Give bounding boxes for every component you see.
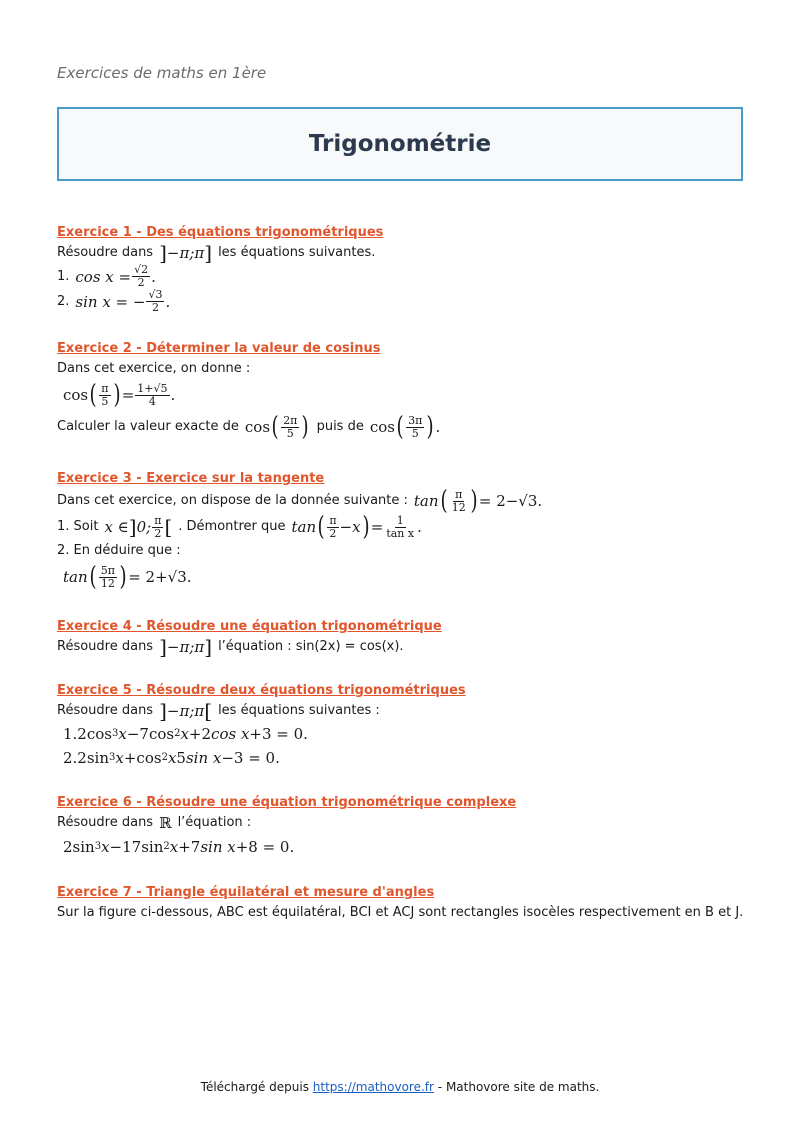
equation-formula: sin x = − $\frac{√3}{2}$ . — [75, 288, 171, 314]
equation-formula: 2.2sin 3 x +cos 2 x 5 sin x −3 = 0. — [63, 749, 280, 767]
ex3-intro: Dans cet exercice, on dispose de la donnée suivante : — [57, 493, 408, 508]
tangent-formula: tan ( $\frac{\pi}{12}$ ) = 2−√3. — [413, 486, 543, 516]
ex5-pre: Résoudre dans — [57, 703, 154, 718]
ex4-post: l’équation : sin(2x) = cos(x). — [218, 639, 404, 654]
ex2-question-mid: puis de — [316, 419, 364, 434]
exercise-6-title[interactable]: Exercice 6 - Résoudre une équation trigonométrique complexe — [57, 795, 517, 810]
ex7-text: Sur la figure ci-dessous, ABC est équilatéral, BCI et ACJ sont rectangles isocèles respectivement en B et J. — [57, 905, 744, 920]
cos-formula: cos ( $\frac{3\pi}{5}$ ) . — [369, 412, 441, 442]
domain-formula: x ∈ ] 0; $\frac{\pi}{2}$ [ — [104, 513, 173, 540]
interval-formula: ] −π;π ] — [159, 635, 213, 659]
cos-formula: cos ( $\frac{2\pi}{5}$ ) — [244, 412, 310, 442]
exercise-6 — [57, 794, 747, 860]
interval-formula: ] −π;π [ — [159, 699, 213, 723]
page-subtitle: Exercices de maths en 1ère — [57, 64, 267, 82]
footer-pre: Téléchargé depuis — [200, 1080, 309, 1094]
exercise-3 — [57, 470, 747, 592]
ex6-pre: Résoudre dans — [57, 815, 154, 830]
tangent-identity-formula: tan ( $\frac{\pi}{2}$ −x ) = $\frac{1}{\text{tan x}}$ . — [291, 512, 422, 542]
ex2-question-pre: Calculer la valeur exacte de — [57, 419, 239, 434]
footer-link[interactable]: https://mathovore.fr — [312, 1080, 434, 1094]
interval-formula: ] −π;π ] — [159, 241, 213, 265]
tangent-result-formula: tan ( $\frac{5\pi}{12}$ ) = 2+√3. — [63, 562, 192, 592]
ex1-intro-post: les équations suivantes. — [218, 245, 376, 260]
ex3-q1-pre: 1. Soit — [57, 519, 99, 534]
exercise-2-title[interactable]: Exercice 2 - Déterminer la valeur de cosinus — [57, 341, 381, 356]
equation-formula: cos x = $\frac{√2}{2}$ . — [75, 263, 156, 289]
reals-formula: ℝ — [159, 814, 172, 832]
exercise-1 — [57, 224, 747, 314]
exercise-3-title[interactable]: Exercice 3 - Exercice sur la tangente — [57, 471, 325, 486]
ex1-intro-pre: Résoudre dans — [57, 245, 154, 260]
ex4-pre: Résoudre dans — [57, 639, 154, 654]
ex2-intro: Dans cet exercice, on donne : — [57, 361, 251, 376]
exercise-4 — [57, 618, 747, 658]
ex1-item-number: 2. — [57, 293, 70, 309]
exercise-4-title[interactable]: Exercice 4 - Résoudre une équation trigonométrique — [57, 619, 442, 634]
exercise-7-title[interactable]: Exercice 7 - Triangle équilatéral et mesure d'angles — [57, 885, 435, 900]
equation-formula: 1.2cos 3 x −7cos 2 x +2 cos x +3 = 0. — [63, 725, 308, 743]
given-formula: cos ( $\frac{\pi}{5}$ ) = $\frac{1+√5}{4}$ . — [63, 380, 176, 410]
ex6-post: l’équation : — [177, 815, 252, 830]
ex3-q2: 2. En déduire que : — [57, 543, 181, 558]
title-box — [57, 107, 743, 181]
footer — [0, 1080, 800, 1094]
exercise-1-title[interactable]: Exercice 1 - Des équations trigonométriques — [57, 225, 384, 240]
ex5-post: les équations suivantes : — [218, 703, 380, 718]
ex3-q1-mid: . Démontrer que — [178, 519, 286, 534]
exercise-2 — [57, 340, 747, 444]
exercise-list — [57, 224, 747, 924]
equation-formula: 2sin 3 x −17sin 2 x +7 sin x +8 = 0. — [63, 838, 295, 856]
exercise-7 — [57, 884, 747, 924]
footer-post: - Mathovore site de maths. — [437, 1080, 600, 1094]
exercise-5-title[interactable]: Exercice 5 - Résoudre deux équations trigonométriques — [57, 683, 466, 698]
ex1-item-number: 1. — [57, 268, 70, 284]
page-title: Trigonométrie — [308, 131, 492, 157]
exercise-5 — [57, 682, 747, 770]
